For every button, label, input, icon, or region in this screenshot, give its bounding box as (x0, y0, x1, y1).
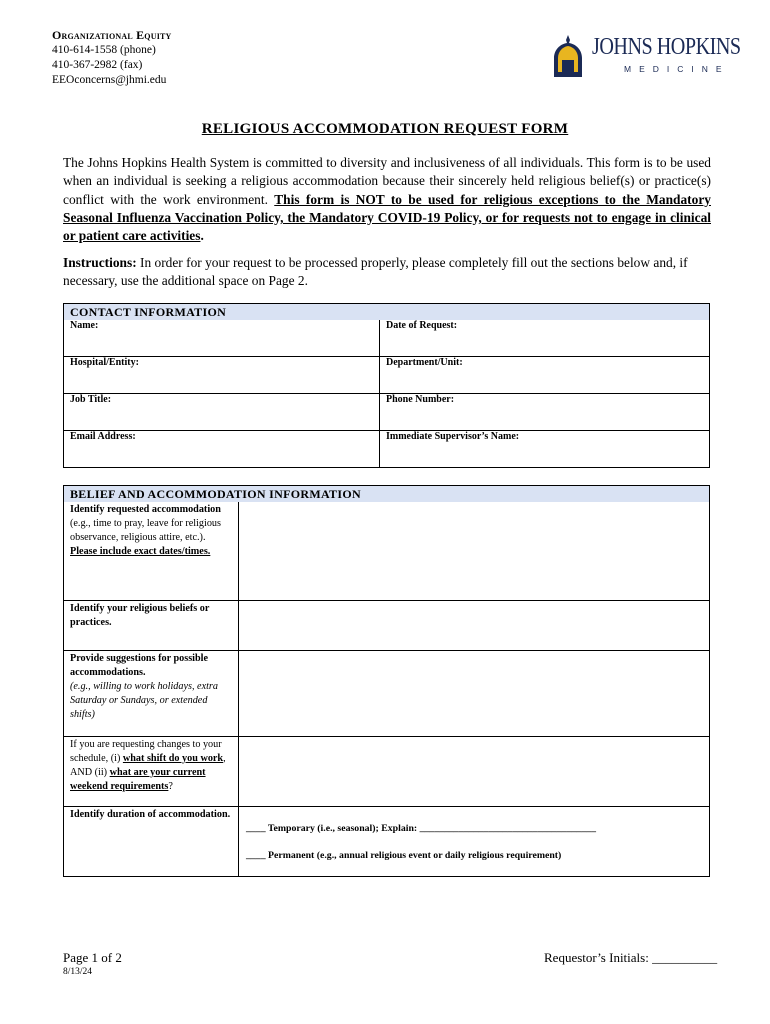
department-field[interactable] (380, 357, 710, 394)
shield-icon (548, 34, 588, 78)
r1-example: (e.g., time to pray, leave for religious observance, religious attire, etc.). (70, 518, 221, 543)
instructions-paragraph (63, 254, 711, 291)
phone-label: Phone Number: (386, 394, 455, 405)
supervisor-label: Immediate Supervisor’s Name: (386, 431, 520, 442)
phone-field[interactable] (380, 394, 710, 431)
email-label: Email Address: (70, 431, 136, 442)
requestor-initials[interactable]: Requestor’s Initials: __________ (544, 950, 718, 965)
job-title-label: Job Title: (70, 394, 112, 405)
org-contact-block (52, 28, 172, 88)
requested-accommodation-input[interactable] (239, 502, 710, 600)
contact-information-table (63, 303, 710, 468)
r4-text-a: If you are requesting changes to your schedule, (i) (70, 738, 222, 764)
name-field[interactable] (64, 320, 380, 357)
date-field[interactable] (380, 320, 710, 357)
r4-text-d: what are your current weekend requirements (70, 766, 206, 792)
r2-title: Identify your religious beliefs or practices. (70, 602, 210, 628)
r3-title: Provide suggestions for possible accommodations. (70, 652, 209, 678)
schedule-label (64, 736, 239, 806)
johns-hopkins-logo (548, 34, 740, 78)
duration-label (64, 806, 239, 876)
requested-accommodation-label (64, 502, 239, 600)
duration-input[interactable] (239, 806, 710, 876)
email-field[interactable] (64, 431, 380, 468)
supervisor-field[interactable] (380, 431, 710, 468)
revision-date: 8/13/24 (63, 967, 93, 977)
temporary-option[interactable]: ____ Temporary (i.e., seasonal); Explain: ____________________________________ (246, 823, 596, 834)
intro-end: . (200, 228, 204, 244)
suggestions-label (64, 650, 239, 736)
logo-subtitle: MEDICINE (624, 64, 730, 74)
r4-text-e: ? (168, 780, 173, 792)
instructions-label: Instructions: (63, 255, 137, 270)
permanent-option[interactable]: ____ Permanent (e.g., annual religious event or daily religious requirement) (246, 850, 562, 861)
intro-paragraph (63, 154, 711, 245)
job-title-field[interactable] (64, 394, 380, 431)
hospital-label: Hospital/Entity: (70, 357, 139, 368)
logo-wordmark: JOHNS HOPKINS (592, 34, 741, 60)
org-name: Organizational Equity (52, 28, 172, 42)
contact-section-heading: CONTACT INFORMATION (64, 304, 710, 321)
instructions-text: In order for your request to be processed properly, please completely fill out the sections below and, if necessary, use the additional space on Page 2. (63, 255, 688, 289)
org-phone: 410-614-1558 (phone) (52, 44, 156, 56)
name-label: Name: (70, 320, 99, 331)
r1-note: Please include exact dates/times. (70, 546, 211, 557)
r5-title: Identify duration of accommodation. (70, 808, 231, 820)
schedule-input[interactable] (239, 736, 710, 806)
intro-text: The Johns Hopkins Health System is committed to diversity and inclusiveness of all individuals. This form is to be used when an individual is seeking a religious accommodation because their sincerely held religious belief(s) or practice(s) conflict with the work environment. (63, 155, 711, 207)
r3-example: (e.g., willing to work holidays, extra Saturday or Sundays, or extended shifts) (70, 680, 218, 720)
date-label: Date of Request: (386, 320, 458, 331)
department-label: Department/Unit: (386, 357, 463, 368)
belief-accommodation-table (63, 485, 710, 877)
org-email[interactable]: EEOconcerns@jhmi.edu (52, 74, 167, 86)
r4-text-c: , AND (ii) (70, 752, 226, 778)
r4-text-b: what shift do you work (122, 752, 224, 764)
beliefs-label (64, 600, 239, 650)
page-number: Page 1 of 2 (63, 950, 122, 965)
page-title: RELIGIOUS ACCOMMODATION REQUEST FORM (201, 121, 569, 137)
suggestions-input[interactable] (239, 650, 710, 736)
beliefs-input[interactable] (239, 600, 710, 650)
r1-title: Identify requested accommodation (70, 504, 221, 515)
org-fax: 410-367-2982 (fax) (52, 59, 143, 71)
intro-bold-notice: This form is NOT to be used for religious exceptions to the Mandatory Seasonal Influenza Vaccination Policy, the Mandatory COVID-19 Policy, or for requests not to engage in clinical or patient care activities (63, 191, 711, 244)
belief-section-heading: BELIEF AND ACCOMMODATION INFORMATION (64, 486, 710, 503)
hospital-field[interactable] (64, 357, 380, 394)
